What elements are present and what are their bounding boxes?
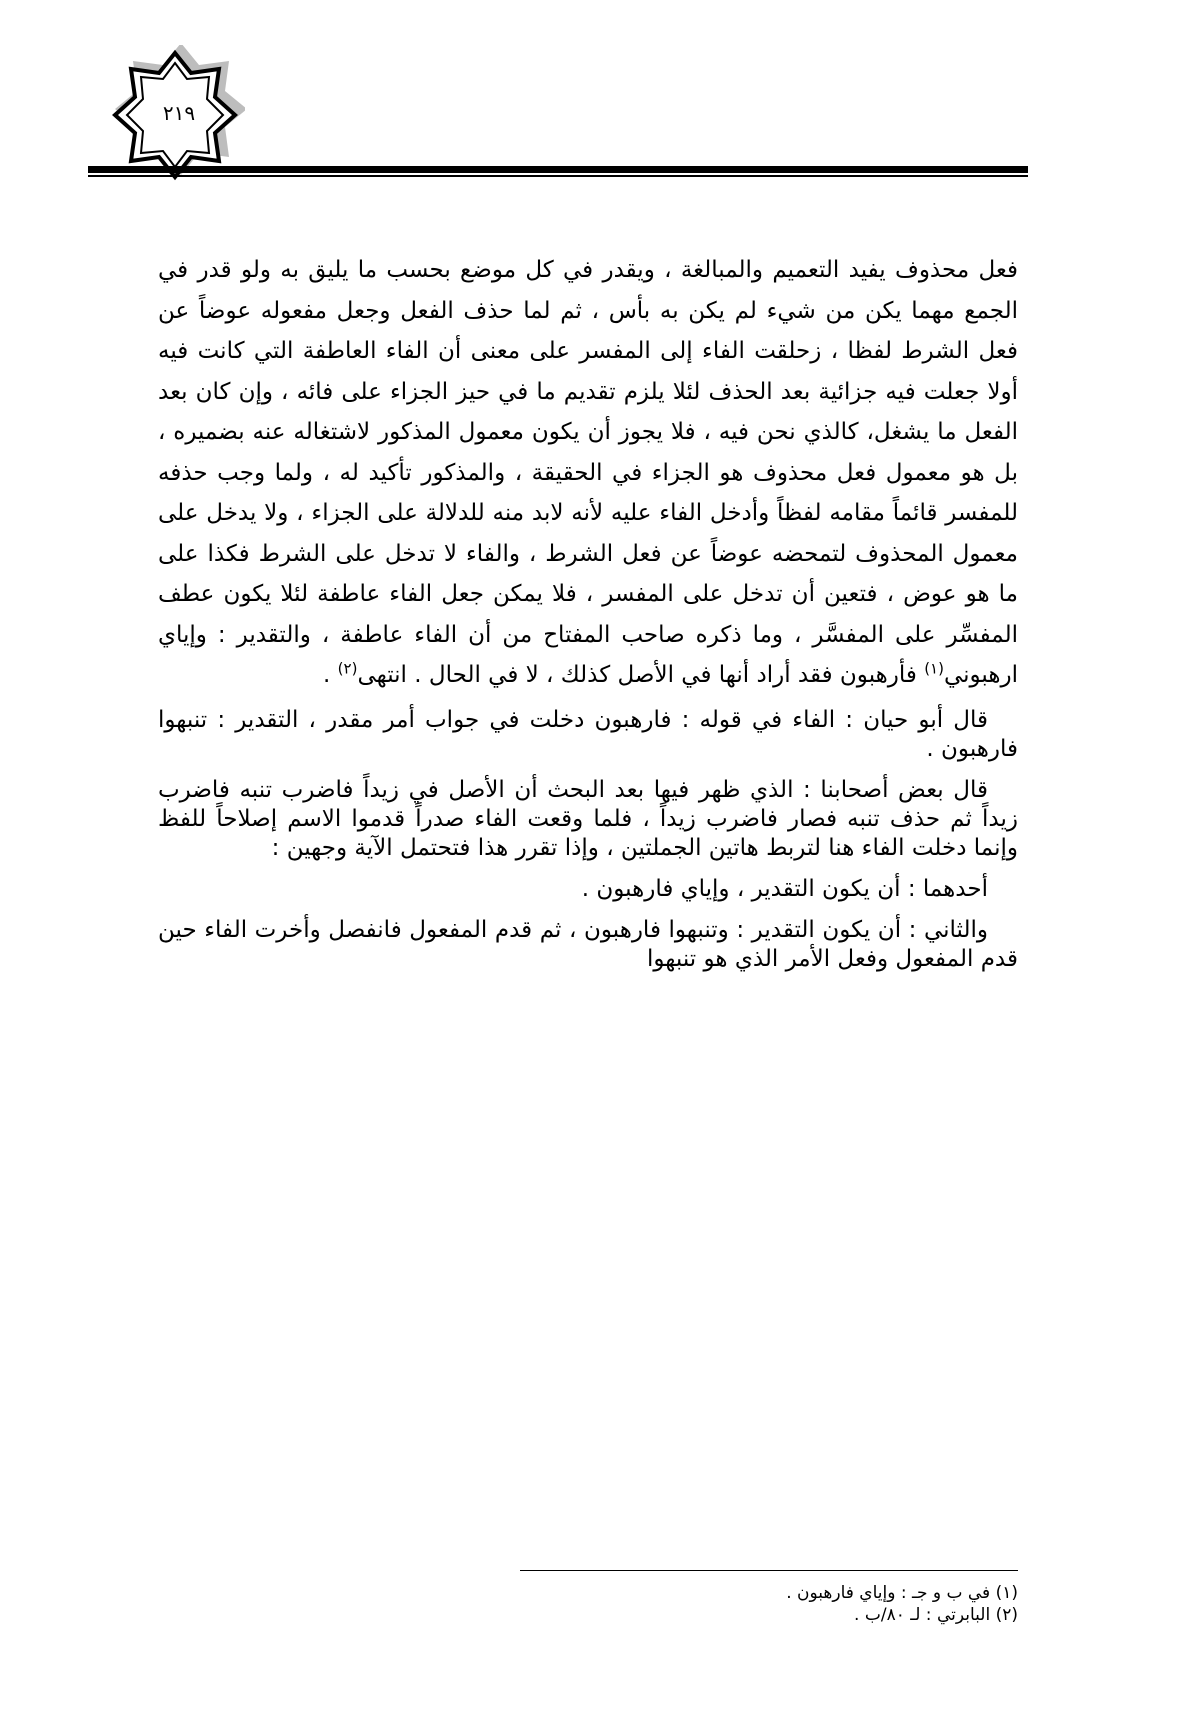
paragraph-1-tail: فأرهبون فقد أراد أنها في الأصل كذلك ، لا في الحال . انتهى (357, 662, 917, 688)
footnote-ref-2: (٢) (337, 659, 358, 678)
footnote-2: (٢) البابرتي : لـ ٨٠/ب . (854, 1605, 1018, 1625)
page-number: ٢١٩ (162, 101, 196, 125)
footnote-1: (١) في ب و جـ : وإياي فارهبون . (786, 1583, 1018, 1603)
paragraph-1-text: فعل محذوف يفيد التعميم والمبالغة ، ويقدر في كل موضع بحسب ما يليق به ولو قدر في الجمع مهما يكن من شيء لم يكن به بأس ، ثم لما حذف الفعل وجعل مفعوله عوضاً عن فعل الشرط لفظا ، زحلقت الفاء إلى المفسر على معنى أن الفاء العاطفة التي كانت فيه أولا جعلت فيه جزائية بعد الحذف لئلا يلزم تقديم ما في حيز الجزاء على فائه ، وإن كان بعد الفعل ما يشغل، كالذي نحن فيه ، فلا يجوز أن يكون معمول المذكور لاشتغاله عنه بضميره ، بل هو معمول فعل محذوف هو الجزاء في الحقيقة ، والمذكور تأكيد له ، ولما وجب حذفه للمفسر قائماً مقامه لفظاً وأدخل الفاء عليه لأنه لابد منه للدلالة على الجزاء ، ولا يدخل على معمول المحذوف لتمحضه عوضاً عن فعل الشرط ، والفاء لا تدخل على الشرط فكذا على ما هو عوض ، فتعين أن تدخل على المفسر ، فلا يمكن جعل الفاء عاطفة لئلا يكون عطف المفسِّر على المفسَّر ، وما ذكره صاحب المفتاح من أن الفاء عاطفة ، والتقدير : وإياي ارهبوني (158, 257, 1018, 688)
paragraph-5: والثاني : أن يكون التقدير : وتنبهوا فارهبون ، ثم قدم المفعول فانفصل وأخرت الفاء حين قدم المفعول وفعل الأمر الذي هو تنبهوا (158, 916, 1018, 972)
paragraph-1 (158, 250, 1018, 696)
header-rule-thin (88, 175, 1028, 177)
footnotes (520, 1582, 1018, 1626)
page-number-badge (105, 45, 245, 185)
paragraph-3: قال بعض أصحابنا : الذي ظهر فيها بعد البحث أن الأصل في زيداً فاضرب تنبه فاضرب زيداً ثم حذف تنبه فصار فاضرب زيداً ، فلما وقعت الفاء صدراً قدموا الاسم إصلاحاً للفظ وإنما دخلت الفاء هنا لتربط هاتين الجملتين ، وإذا تقرر هذا فتحتمل الآية وجهين : (158, 776, 1018, 861)
main-text (158, 250, 1018, 974)
paragraph-4: أحدهما : أن يكون التقدير ، وإياي فارهبون . (581, 875, 988, 902)
footnote-ref-1: (١) (924, 659, 944, 678)
paragraph-2: قال أبو حيان : الفاء في قوله : فارهبون دخلت في جواب أمر مقدر ، التقدير : تنبهوا فارهبون . (158, 706, 1018, 762)
paragraph-1-end: . (323, 662, 338, 688)
header-rule-thick (88, 166, 1028, 173)
footnote-rule (520, 1570, 1018, 1571)
